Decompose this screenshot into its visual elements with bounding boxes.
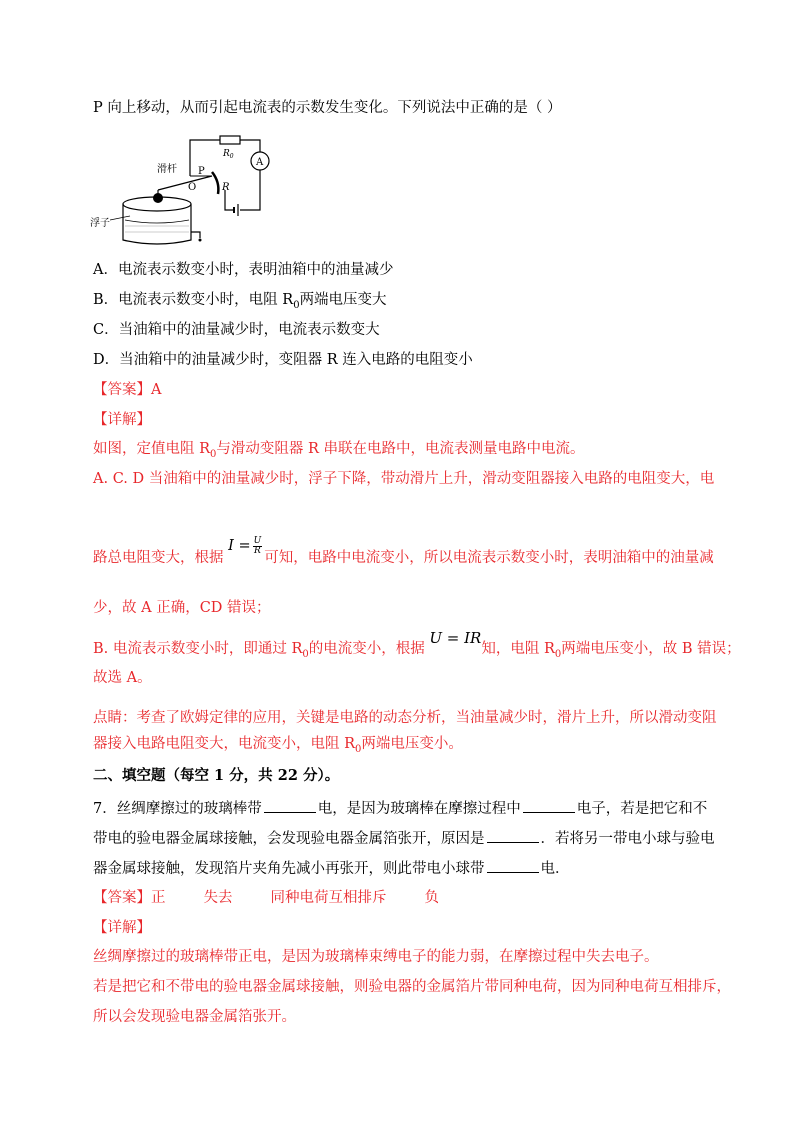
explanation-line-3: 路总电阻变大，根据 I = $\frac{U}{R}$ 可知，电路中电流变小，所以电流表示数变小时，表明油箱中的油量减 [93,535,714,566]
explanation-line-7: 点睛：考查了欧姆定律的应用，关键是电路的动态分析，当油量减少时，滑片上升，所以滑动变阻 [93,710,717,726]
label-o: O [188,182,197,193]
question7-line-3: 器金属球接触，发现箔片夹角先减小再张开，则此带电小球带 电． [93,858,570,879]
option-b: B．电流表示数变小时，电阻 $R_0$两端电压变大 [93,292,387,311]
label-r0: $R_0$ [223,149,234,160]
formula-ohms-law-current: I = $\frac{U}{R}$ [228,535,262,556]
question7-explanation-2: 若是把它和不带电的验电器金属球接触，则验电器的金属箔片带同种电荷，因为同种电荷互相排斥， [93,979,731,995]
question7-line-1: 7．丝绸摩擦过的玻璃棒带 电，是因为玻璃棒在摩擦过程中 电子，若是把它和不 [93,798,707,819]
question7-explanation-1: 丝绸摩擦过的玻璃棒带正电，是因为玻璃棒束缚电子的能力弱，在摩擦过程中失去电子。 [93,949,659,965]
label-p: P [198,166,205,177]
blank-2 [523,798,575,813]
explanation-line-8: 器接入电路电阻变大，电流变小，电阻 $R_0$两端电压变小。 [93,736,463,755]
blank-3 [487,828,539,843]
oil-gauge-circuit-diagram [90,128,270,248]
wire-right [240,170,260,210]
label-slider: 滑杆 [157,164,177,175]
slider-lever [158,176,212,190]
option-c: C．当油箱中的油量减少时，电流表示数变大 [93,322,380,338]
question7-explanation-3: 所以会发现验电器金属箔张开。 [93,1009,296,1025]
option-d: D．当油箱中的油量减少时，变阻器 R 连入电路的电阻变小 [93,352,473,368]
tap-icon [191,232,200,238]
explanation-line-1: 如图，定值电阻 $R_0$与滑动变阻器 R 串联在电路中，电流表测量电路中电流。 [93,441,585,460]
resistor-r0-icon [220,136,240,144]
label-ammeter: A [256,157,264,168]
label-float: 浮子 [90,218,110,229]
explanation-line-6: 故选 A。 [93,670,152,686]
question7-detail-label: 【详解】 [93,920,151,936]
explanation-line-5: B. 电流表示数变小时，即通过 $R_0$的电流变小，根据 U = IR知，电阻 $R_0$两端电压变小，故 B 错误； [93,629,741,660]
question7-line-2: 带电的验电器金属球接触，会发现验电器金属箔张开，原因是 ．若将另一带电小球与验电 [93,828,715,849]
formula-ohms-law-voltage: U = IR [429,629,482,647]
section-heading: 二、填空题（每空 1 分，共 22 分）。 [93,767,340,784]
label-r: R [222,182,230,193]
blank-4 [487,858,539,873]
variable-resistor-icon [212,172,218,194]
question7-answer-line: 【答案】正 失去 同种电荷互相排斥 负 [93,890,439,906]
detail-label: 【详解】 [93,412,151,428]
blank-1 [264,798,316,813]
option-a: A．电流表示数变小时，表明油箱中的油量减少 [93,262,394,278]
question-stem: P 向上移动，从而引起电流表的示数发生变化。下列说法中正确的是（ ） [93,100,562,116]
explanation-line-2: A. C. D 当油箱中的油量减少时，浮子下降，带动滑片上升，滑动变阻器接入电路的电阻变大，电 [93,471,715,487]
answer-line: 【答案】A [93,382,162,398]
explanation-line-4: 少，故 A 正确，CD 错误； [93,600,271,616]
